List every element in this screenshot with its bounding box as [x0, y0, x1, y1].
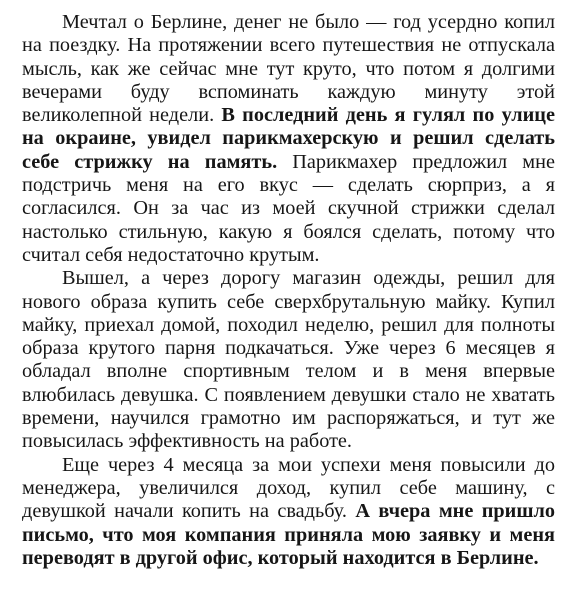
paragraph-3-bold-text: А вчера мне пришло письмо, что моя компания приняла мою заявку и меня переводят в другой офис, который находится в Берлине.: [22, 500, 555, 569]
paragraph-1-text: Мечтал о Берлине, денег не было — год усердно копил на поездку. На протяжении всего путешествия не отпускала мысль, как же сейчас мне тут круто, что потом я долгими вечерами буду вспоминать каждую минуту этой великолепной недели.: [22, 11, 555, 127]
paragraph-1-bold-text: В последний день я гулял по улице на окраине, увидел парикмахерскую и решил сделать себе стрижку на память.: [22, 104, 555, 173]
paragraph-2: [22, 267, 555, 453]
paragraph-1-tail-text: Парикмахер предложил мне подстричь меня на его вкус — сделать сюрприз, а я согласился. Он за час из моей скучной стрижки сделал настолько стильную, какую я боялся сделать, потому что считал себя недостаточно крутым.: [22, 150, 555, 266]
paragraph-1: [22, 11, 555, 267]
paragraph-2-text: Вышел, а через дорогу магазин одежды, решил для нового образа купить себе сверхбрутальную майку. Купил майку, приехал домой, походил неделю, решил для полноты образа крутого парня подкачаться. Уже через 6 месяцев я обладал вполне спортивным телом и в меня впервые влюбилась девушка. С появлением девушки стало не хватать времени, научился грамотно им распоряжаться, и тут же повысилась эффективность на работе.: [22, 267, 555, 453]
paragraph-3: [22, 454, 555, 570]
paragraph-3-text: Еще через 4 месяца за мои успехи меня повысили до менеджера, увеличился доход, купил себе машину, с девушкой начали копить на свадьбу.: [22, 453, 555, 523]
